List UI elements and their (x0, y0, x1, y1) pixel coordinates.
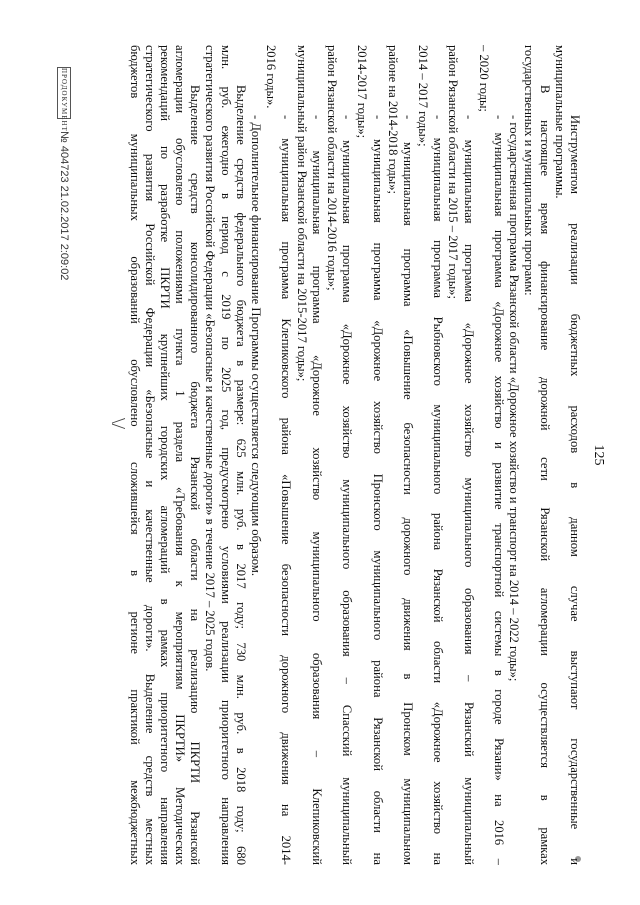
text-line: муниципальный район Рязанской области на 2015-2017 годы»; (294, 45, 309, 382)
rotated-content (50, 45, 610, 865)
text-line: бюджетов муниципальных образований обусловлено сложившейся в регионе практикой межбюджетных (127, 45, 142, 865)
page-number: 125 (591, 444, 606, 466)
text-line: 2014 – 2017 годы»; (416, 45, 431, 147)
registration-stamp (55, 67, 73, 587)
text-line: В настоящее время финансирование дорожной сети Рязанской агломерации осуществляется в рамках (537, 85, 552, 865)
text-line: - муниципальная программа Рыбновского муниципального района Рязанской области «Дорожное хозяйство на (431, 115, 446, 865)
text-line: - муниципальная программа Клепиковского района «Повышение безопасности дорожного движения на 2014- (279, 115, 294, 865)
text-line: - муниципальная программа «Дорожное хозяйство и развитие транспортной системы в городе Рязани» на 2016 – (492, 115, 507, 865)
text-line: государственных и муниципальных программ: (522, 45, 537, 296)
body-text (126, 45, 582, 865)
margin-check-mark: \/ (107, 417, 130, 430)
text-line: рекомендаций по разработке ПКРТИ крупнейших городских агломераций в рамках приоритетного направления (157, 45, 172, 865)
text-line: - муниципальная программа «Дорожное хозяйство муниципального образования – Рязанский муниципальный (461, 115, 476, 865)
text-line: Выделение средств консолидированного бюджета Рязанской области на реализацию ПКРТИ Рязанской (188, 85, 203, 865)
text-line: Инструментом реализации бюджетных расходов в данном случае выступают государственные и (568, 115, 582, 865)
stamp-logo: ПРОДОКУМЕНТ (57, 67, 71, 119)
text-line: стратегического развития Российской Федерации «Безопасные и качественные дороги» в течение 2017 – 2025 годов. (203, 45, 218, 672)
text-line: 2014-2017 годы»; (355, 45, 370, 139)
text-line: район Рязанской области на 2015 – 2017 годы»; (446, 45, 461, 299)
text-line: - муниципальная программа «Дорожное хозяйство муниципального образования – Спасский муниципальный (340, 115, 355, 865)
text-line: - муниципальная программа «Повышение безопасности дорожного движения в Пронском муниципальном (400, 115, 415, 865)
text-line: муниципальные программы. (552, 45, 567, 199)
text-line: район Рязанской области на 2014-2016 годы»; (325, 45, 339, 291)
text-line: Выделение средств федерального бюджета в размере: 625 млн. руб. в 2017 году; 730 млн. руб. в 2018 году; 680 (233, 85, 248, 865)
registration-number: № 404723 21.02.2017 2:09:02 (57, 131, 70, 281)
text-line: стратегического развития Российской Федерации «Безопасные и качественные дороги». Выделение средств местных (142, 45, 157, 865)
text-line: районе на 2014-2018 годы»; (385, 45, 400, 195)
text-line: - государственная программа Рязанской области «Дорожное хозяйство и транспорт на 2014 – 2022 годы»; (507, 115, 522, 682)
text-line: – 2020 годы; (476, 45, 491, 112)
text-line: - муниципальная программа «Дорожное хозяйство Пронского муниципального района Рязанской области на (370, 115, 385, 865)
text-line: 2016 годы». (264, 45, 279, 109)
text-line: агломерации обусловлено положениями пункта 1 раздела «Требования к мероприятиям ПКРТИ» Методических (173, 45, 188, 865)
text-line: млн. руб. ежегодно в период с 2019 по 2025 год, предусмотрено условиями реализации приоритетного направления (218, 45, 233, 865)
text-line: - Дополнительное финансирование Программы осуществляется следующим образом. (249, 115, 264, 576)
text-line: - муниципальная программа «Дорожное хозяйство муниципального образования – Клепиковский (309, 115, 324, 865)
